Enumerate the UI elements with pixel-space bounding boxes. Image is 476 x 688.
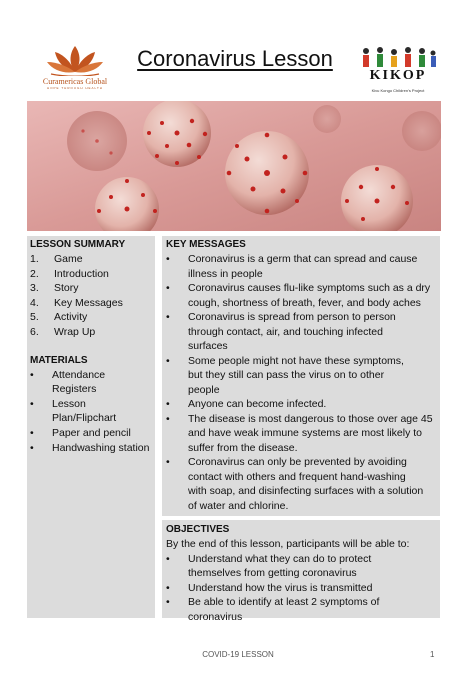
coronavirus-particles-image: [27, 101, 441, 231]
objectives-panel: [162, 520, 440, 623]
lesson-summary-heading: LESSON SUMMARY: [30, 239, 126, 250]
coronavirus-image: [27, 101, 441, 231]
list-item: • The disease is most dangerous to those over age 45 and have weak immune systems are most likely to suffer from the disease.: [166, 412, 433, 454]
curamericas-logo: [34, 44, 116, 96]
kikop-subtitle: Kivu Kongo Children's Project: [371, 88, 425, 93]
list-item: 1. Game: [30, 253, 83, 265]
list-item: • Coronavirus is spread from person to person through contact, air, and touching infected surfaces: [166, 311, 396, 352]
list-item: 3. Story: [30, 282, 79, 295]
kikop-wordmark: KIKOP: [369, 68, 427, 83]
list-item: 4. Key Messages: [30, 296, 123, 309]
list-item: • Lesson Plan/Flipchart: [30, 397, 117, 425]
list-item: • Paper and pencil: [30, 426, 131, 439]
kikop-logo: [356, 46, 440, 96]
list-item: • Coronavirus can only be prevented by avoiding contact with others and frequent hand-washing with soap, and disinfecting surfaces with a solution of water and chlorine.: [166, 456, 424, 512]
list-item: • Anyone can become infected.: [166, 398, 327, 410]
list-item: • Some people might not have these symptoms, but they still can pass the virus on to other people: [166, 354, 404, 396]
footer-label: COVID-19 LESSON: [202, 650, 274, 659]
list-item: • Coronavirus causes flu-like symptoms such as a dry cough, shortness of breath, fever, and body aches: [166, 282, 431, 309]
page-title: Coronavirus Lesson: [137, 46, 333, 71]
lesson-summary-list: [30, 252, 152, 340]
list-item: 2. Introduction: [30, 267, 109, 280]
org-name: Curamericas Global: [42, 77, 108, 86]
objectives-list: [166, 552, 436, 625]
materials-list: [30, 368, 152, 456]
objectives-intro: By the end of this lesson, participants will be able to:: [166, 538, 410, 550]
list-item: • Understand how the virus is transmitted: [166, 581, 373, 594]
list-item: • Understand what they can do to protect themselves from getting coronavirus: [166, 552, 372, 579]
list-item: • Be able to identify at least 2 symptoms of coronavirus: [166, 596, 380, 623]
org-tagline: HOPE THROUGH HEALTH: [47, 86, 103, 90]
key-messages-list: [166, 252, 436, 513]
list-item: • Coronavirus is a germ that can spread and cause illness in people: [166, 253, 418, 280]
list-item: • Handwashing station: [30, 441, 150, 454]
materials-heading: MATERIALS: [30, 354, 88, 366]
lotus-icon: [45, 44, 105, 76]
page-number: 1: [430, 650, 435, 659]
objectives-heading: OBJECTIVES: [166, 524, 230, 535]
list-item: • Attendance Registers: [30, 368, 106, 396]
key-messages-heading: KEY MESSAGES: [166, 239, 246, 250]
list-item: 6. Wrap Up: [30, 325, 96, 338]
key-messages-panel: [162, 236, 440, 516]
list-item: 5. Activity: [30, 311, 88, 324]
lesson-summary-panel: [27, 236, 155, 618]
